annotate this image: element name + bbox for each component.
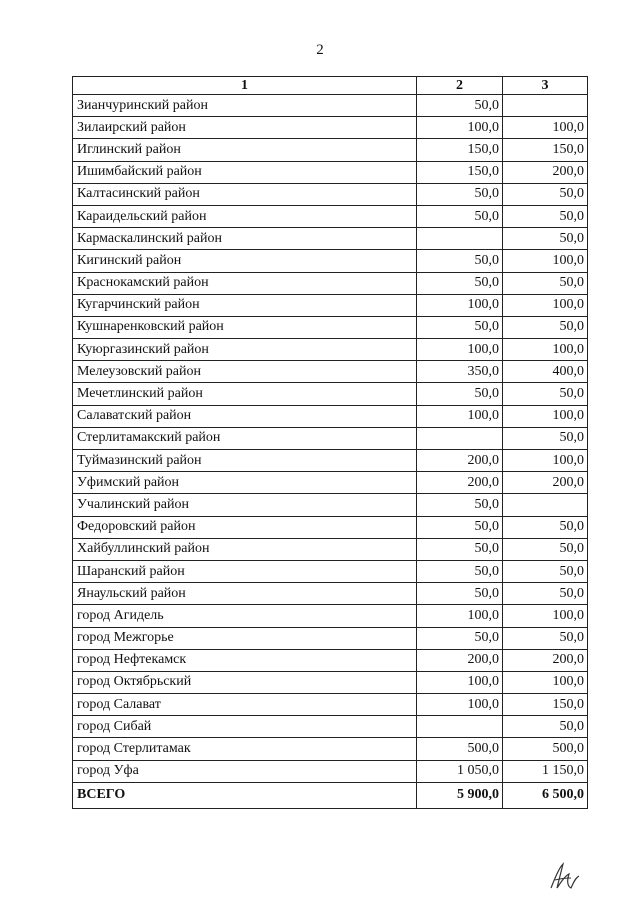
table-row [73,538,588,560]
row-name: город Межгорье [73,627,417,649]
row-name: город Октябрьский [73,671,417,693]
row-value-col3: 150,0 [503,694,588,716]
row-name: Куюргазинский район [73,339,417,361]
table-row [73,205,588,227]
row-name: Уфимский район [73,472,417,494]
row-name: Кушнаренковский район [73,316,417,338]
row-name: Зианчуринский район [73,95,417,117]
total-row [73,782,588,808]
row-value-col3: 50,0 [503,560,588,582]
row-value-col2: 100,0 [417,694,503,716]
row-value-col3: 50,0 [503,583,588,605]
row-value-col3: 50,0 [503,228,588,250]
row-name: Янаульский район [73,583,417,605]
row-value-col2: 100,0 [417,339,503,361]
row-name: город Салават [73,694,417,716]
table-row [73,516,588,538]
row-value-col2: 150,0 [417,139,503,161]
table-row [73,427,588,449]
table-row [73,671,588,693]
table-row [73,95,588,117]
allocation-table [72,76,588,809]
row-value-col3: 200,0 [503,472,588,494]
column-header-3: 3 [503,77,588,95]
total-value-col2: 5 900,0 [417,782,503,808]
row-name: Краснокамский район [73,272,417,294]
row-name: Учалинский район [73,494,417,516]
row-value-col3: 400,0 [503,361,588,383]
row-value-col3: 100,0 [503,339,588,361]
table-row [73,272,588,294]
row-name: Шаранский район [73,560,417,582]
row-value-col3: 150,0 [503,139,588,161]
row-value-col3: 50,0 [503,627,588,649]
row-value-col2: 100,0 [417,117,503,139]
row-value-col2: 50,0 [417,538,503,560]
row-value-col3: 50,0 [503,183,588,205]
row-value-col3: 50,0 [503,427,588,449]
total-value-col3: 6 500,0 [503,782,588,808]
table-row [73,250,588,272]
row-value-col3: 100,0 [503,605,588,627]
row-value-col2: 350,0 [417,361,503,383]
row-name: Кармаскалинский район [73,228,417,250]
row-value-col2: 50,0 [417,95,503,117]
row-name: Туймазинский район [73,450,417,472]
row-name: Стерлитамакский район [73,427,417,449]
row-value-col3: 50,0 [503,272,588,294]
row-name: город Уфа [73,760,417,782]
row-name: Салаватский район [73,405,417,427]
row-value-col3: 100,0 [503,450,588,472]
row-value-col3 [503,494,588,516]
row-name: Мелеузовский район [73,361,417,383]
row-value-col3: 50,0 [503,516,588,538]
table-body [73,95,588,783]
row-name: Кигинский район [73,250,417,272]
table-row [73,494,588,516]
row-value-col2: 200,0 [417,450,503,472]
row-value-col3: 100,0 [503,294,588,316]
row-value-col3: 200,0 [503,161,588,183]
row-name: Хайбуллинский район [73,538,417,560]
row-value-col2: 100,0 [417,294,503,316]
row-name: Федоровский район [73,516,417,538]
table-row [73,716,588,738]
row-value-col2: 50,0 [417,516,503,538]
row-value-col2: 50,0 [417,560,503,582]
column-header-1: 1 [73,77,417,95]
handwritten-signature [545,858,585,894]
table-row [73,405,588,427]
row-name: город Агидель [73,605,417,627]
table-row [73,694,588,716]
row-value-col2 [417,716,503,738]
row-value-col3: 200,0 [503,649,588,671]
table-row [73,738,588,760]
table-row [73,139,588,161]
row-value-col2: 50,0 [417,383,503,405]
row-value-col2: 500,0 [417,738,503,760]
row-value-col2: 200,0 [417,472,503,494]
row-value-col3: 100,0 [503,250,588,272]
row-name: город Нефтекамск [73,649,417,671]
table-row [73,760,588,782]
row-name: Ишимбайский район [73,161,417,183]
table-header-row [73,77,588,95]
row-value-col2: 50,0 [417,583,503,605]
row-value-col3: 100,0 [503,117,588,139]
row-value-col2: 50,0 [417,183,503,205]
table-row [73,605,588,627]
row-name: город Стерлитамак [73,738,417,760]
table-row [73,583,588,605]
column-header-2: 2 [417,77,503,95]
row-value-col2: 1 050,0 [417,760,503,782]
table-row [73,183,588,205]
row-name: Кугарчинский район [73,294,417,316]
row-value-col2: 50,0 [417,272,503,294]
table-row [73,228,588,250]
row-value-col3: 50,0 [503,538,588,560]
table-row [73,161,588,183]
row-value-col2: 50,0 [417,250,503,272]
row-name: Калтасинский район [73,183,417,205]
total-label: ВСЕГО [73,782,417,808]
row-name: Мечетлинский район [73,383,417,405]
row-value-col3: 50,0 [503,716,588,738]
row-value-col2: 50,0 [417,316,503,338]
row-value-col2 [417,228,503,250]
table-row [73,649,588,671]
table-row [73,450,588,472]
table-row [73,560,588,582]
table-row [73,316,588,338]
table-row [73,117,588,139]
row-name: Иглинский район [73,139,417,161]
table-row [73,383,588,405]
row-value-col2: 200,0 [417,649,503,671]
table-row [73,294,588,316]
row-name: Караидельский район [73,205,417,227]
row-value-col3: 100,0 [503,405,588,427]
table-row [73,627,588,649]
row-value-col2: 50,0 [417,205,503,227]
row-value-col3: 50,0 [503,205,588,227]
table-row [73,339,588,361]
row-value-col2: 100,0 [417,671,503,693]
row-name: город Сибай [73,716,417,738]
row-value-col2 [417,427,503,449]
table-row [73,472,588,494]
row-name: Зилаирский район [73,117,417,139]
page-number: 2 [316,42,324,58]
row-value-col3: 1 150,0 [503,760,588,782]
row-value-col3: 50,0 [503,383,588,405]
table-row [73,361,588,383]
row-value-col3: 100,0 [503,671,588,693]
row-value-col3: 500,0 [503,738,588,760]
row-value-col3 [503,95,588,117]
row-value-col3: 50,0 [503,316,588,338]
row-value-col2: 50,0 [417,494,503,516]
row-value-col2: 50,0 [417,627,503,649]
row-value-col2: 150,0 [417,161,503,183]
row-value-col2: 100,0 [417,405,503,427]
row-value-col2: 100,0 [417,605,503,627]
